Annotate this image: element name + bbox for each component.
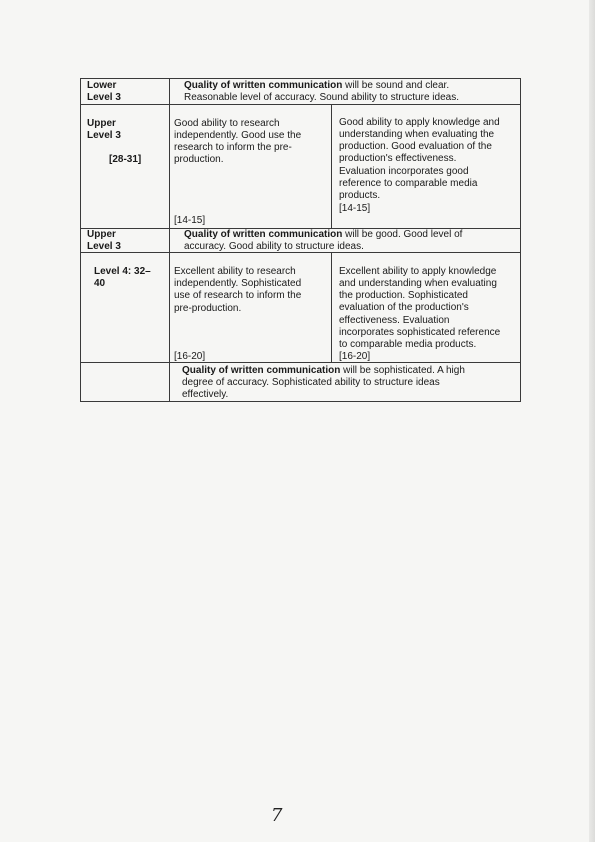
level-label: Level 3 [87,241,121,252]
evaluation-descriptor: and understanding when evaluating [339,278,497,289]
evaluation-descriptor: effectiveness. Evaluation [339,315,450,326]
column-divider [331,252,332,362]
qwc-descriptor [184,229,462,242]
research-descriptor: research to inform the pre- [174,142,292,153]
level-label: 40 [94,278,106,289]
evaluation-descriptor: incorporates sophisticated reference [339,327,501,338]
column-divider [331,104,332,228]
qwc-heading: Quality of written communication [184,80,343,91]
evaluation-descriptor: understanding when evaluating the [339,129,495,140]
evaluation-descriptor: Excellent ability to apply knowledge [339,266,497,277]
research-descriptor: Good ability to research [174,118,280,129]
research-descriptor: independently. Good use the [174,130,302,141]
research-descriptor: Excellent ability to research [174,266,296,277]
research-descriptor: production. [174,154,224,165]
evaluation-marks: [16-20] [339,351,371,362]
row-divider [81,362,520,363]
evaluation-descriptor: the production. Sophisticated [339,290,468,301]
research-descriptor: independently. Sophisticated [174,278,302,289]
qwc-text: degree of accuracy. Sophisticated ability to structure ideas [182,377,440,388]
evaluation-descriptor: reference to comparable media [339,178,478,189]
level-label: Level 4: 32– [94,266,151,277]
research-descriptor: use of research to inform the [174,290,302,301]
qwc-descriptor [184,80,449,93]
qwc-descriptor [182,365,465,378]
research-marks: [16-20] [174,351,206,362]
evaluation-marks: [14-15] [339,203,371,214]
evaluation-descriptor: to comparable media products. [339,339,477,350]
level-label: Level 3 [87,92,121,103]
level-label: Upper [87,118,116,129]
evaluation-descriptor: products. [339,190,381,201]
column-divider [169,79,170,401]
level-label: Upper [87,229,116,240]
evaluation-descriptor: Evaluation incorporates good [339,166,469,177]
research-marks: [14-15] [174,215,206,226]
level-label: Lower [87,80,117,91]
evaluation-descriptor: evaluation of the production's [339,302,469,313]
qwc-text: Reasonable level of accuracy. Sound ability to structure ideas. [184,92,459,103]
mark-range: [28-31] [109,154,142,165]
page-edge-shadow [589,0,595,842]
qwc-heading: Quality of written communication [182,365,341,376]
page-number: 7 [271,805,283,826]
qwc-text: accuracy. Good ability to structure ideas. [184,241,364,252]
evaluation-descriptor: Good ability to apply knowledge and [339,117,500,128]
research-descriptor: pre-production. [174,303,242,314]
qwc-text: will be sound and clear. [342,80,450,91]
level-label: Level 3 [87,130,121,141]
evaluation-descriptor: production. Good evaluation of the [339,141,492,152]
qwc-text: will be good. Good level of [342,229,463,240]
evaluation-descriptor: production's effectiveness. [339,153,457,164]
qwc-heading: Quality of written communication [184,229,343,240]
qwc-text: effectively. [182,389,229,400]
qwc-text: will be sophisticated. A high [340,365,465,376]
